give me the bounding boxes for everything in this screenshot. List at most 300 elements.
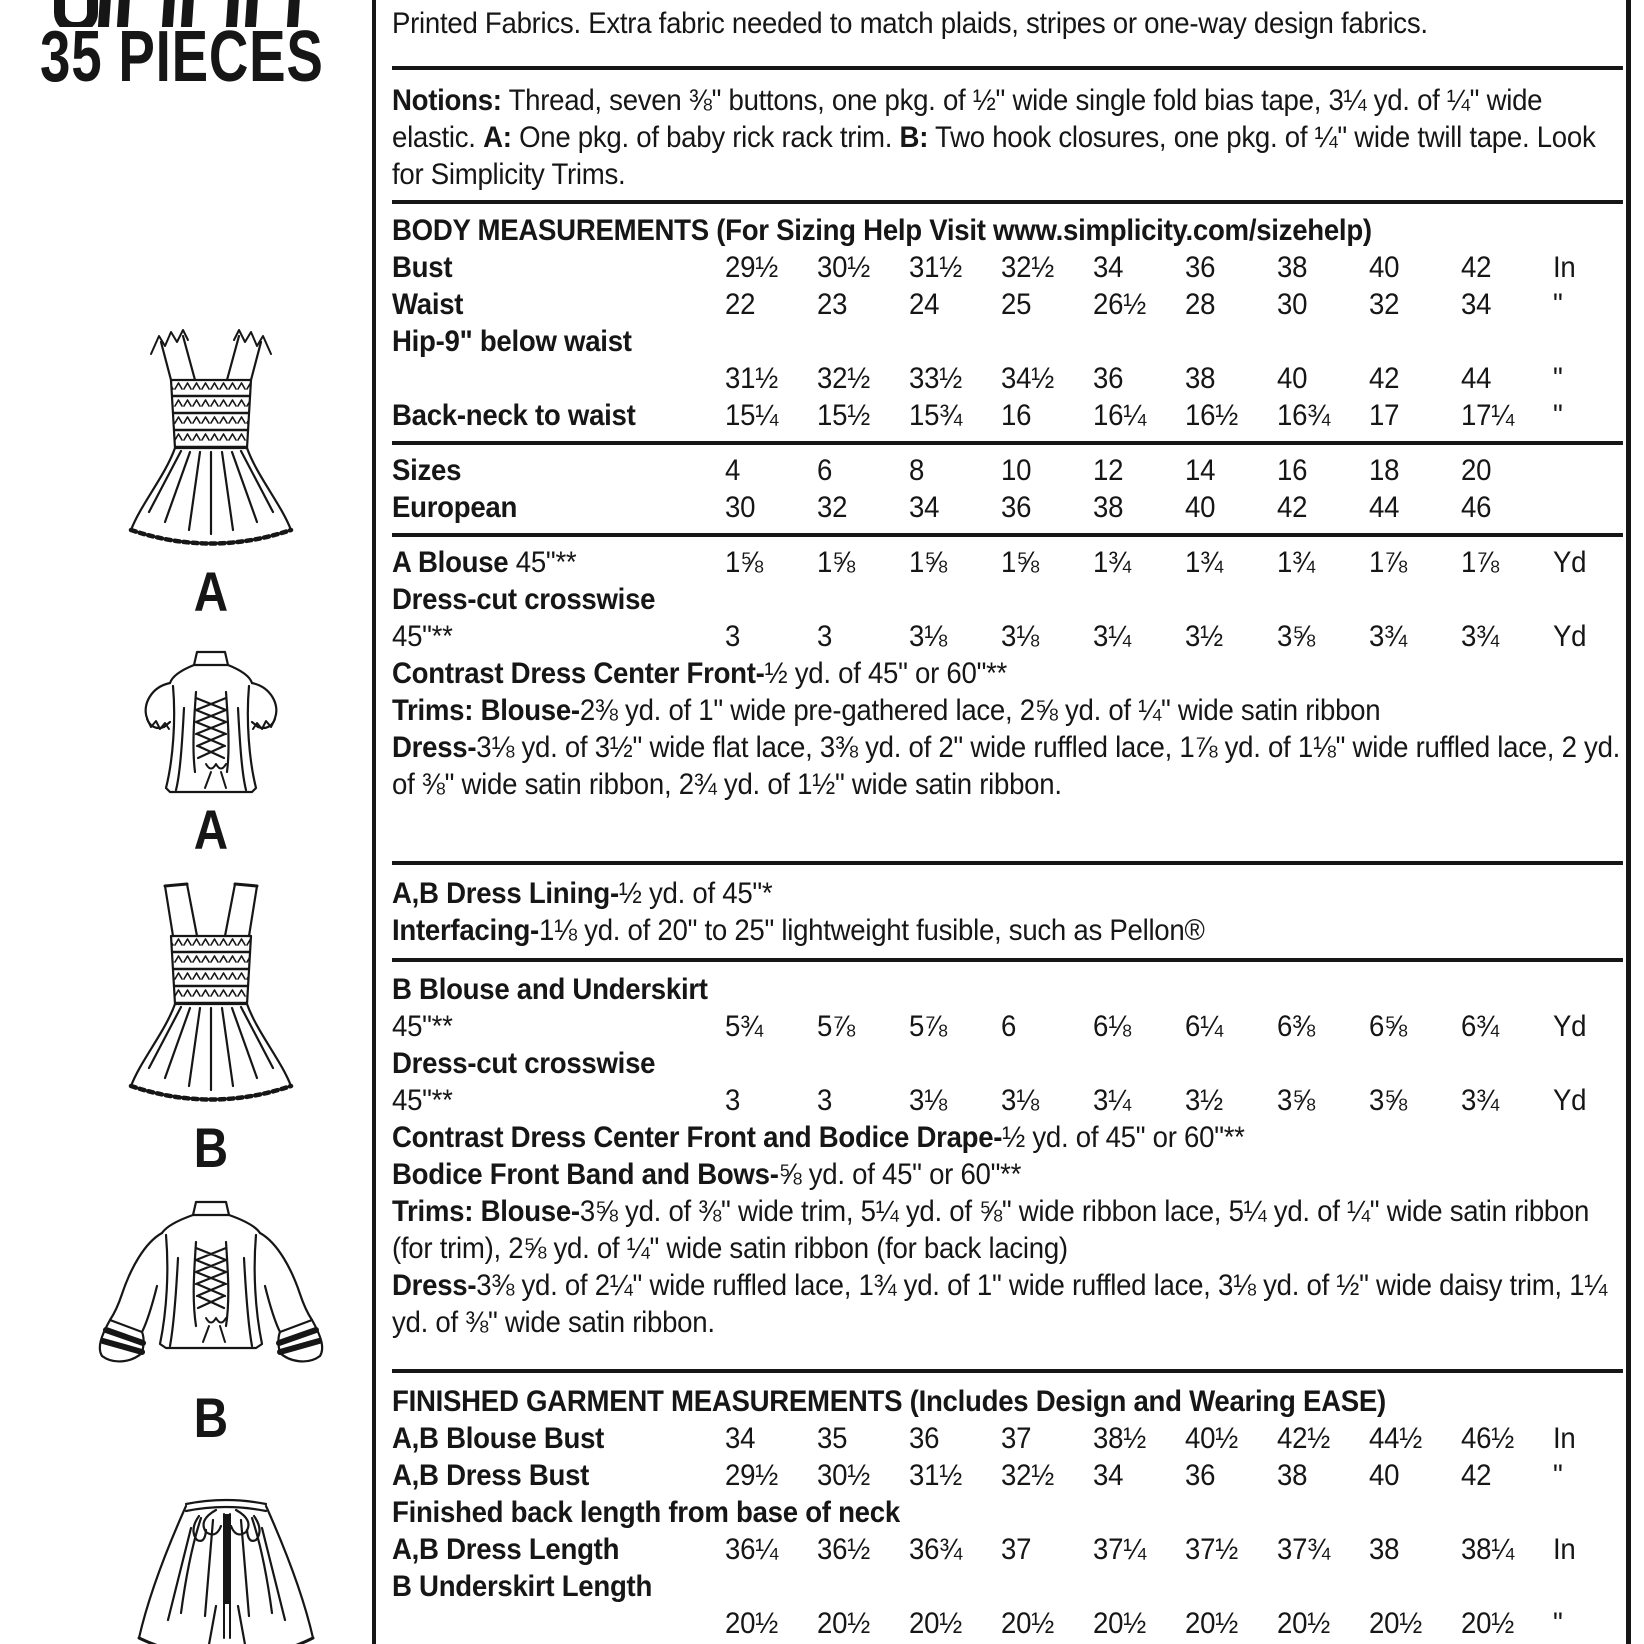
cell-value: 29½ [725,1459,778,1492]
note-line [392,655,1623,692]
cell-value: 6⅛ [1093,1010,1131,1043]
text-segment: 1⅛ yd. of 20" to 25" lightweight fusible, such as Pellon® [538,914,1205,947]
cell-value: 40 [1185,491,1216,524]
cell-value: 3 [725,620,741,653]
cell-value [1277,581,1369,618]
cell-value: 3¾ [1369,620,1407,653]
table-row [392,397,1623,434]
table-row [392,1420,1623,1457]
row-label [392,618,725,655]
cell-value: 23 [817,288,848,321]
cell-value: 3⅛ [1001,620,1039,653]
cell-value [1001,1045,1093,1082]
row-label: B Blouse and Underskirt [392,973,708,1006]
body-measurements-title: BODY MEASUREMENTS (For Sizing Help Visit www.simplicity.com/sizehelp) [392,214,1372,247]
row-label-detail: 45"** [392,1010,453,1043]
cell-value: 16¼ [1093,399,1146,432]
cell-value: 1¾ [1185,546,1223,579]
cell-value: 38½ [1093,1422,1146,1455]
row-label: A Blouse 45"** [392,546,577,579]
blouse-b-illustration [86,1198,336,1449]
table-row [392,489,1623,526]
section-rule [392,441,1623,445]
cell-value: 3⅝ [1369,1084,1407,1117]
cell-value: 3 [817,620,833,653]
row-label: Bust [392,251,453,284]
cell-value: 40 [1369,1459,1400,1492]
cell-value: 3½ [1185,620,1223,653]
row-label: European [392,491,518,524]
cell-value: 42 [1461,1459,1492,1492]
cell-unit: Yd [1553,1010,1587,1043]
section-rule [392,533,1623,537]
notions-paragraph [392,82,1623,193]
section-rule [392,958,1623,962]
text-segment: Dress- [392,1269,477,1302]
cell-value: 14 [1185,454,1216,487]
cell-value: 4 [725,454,741,487]
cell-value: 37½ [1185,1533,1238,1566]
cell-value: 1⅞ [1369,546,1407,579]
cell-value: 30 [725,491,756,524]
cell-value: 34 [1461,288,1492,321]
cell-value: 6 [1001,1010,1017,1043]
cell-value: 10 [1001,454,1032,487]
note-line [392,1156,1623,1193]
cell-value [1369,323,1461,360]
text-segment: 3⅛ yd. of 3½" wide flat lace, 3⅜ yd. of 2" wide ruffled lace, 1⅞ yd. of 1⅛" wide ruffled lace, 2 yd. of ⅜" wide satin ribbon, 2¾ yd. of 1½" wide satin ribbon. [392,731,1621,801]
cell-value: 1⅝ [817,546,855,579]
cell-value: 34½ [1001,362,1054,395]
cell-value [909,1045,1001,1082]
cell-unit [1553,1568,1623,1605]
row-label [392,1082,725,1119]
cell-value: 3⅝ [1277,1084,1315,1117]
cell-value: 30 [1277,288,1308,321]
cell-value: 3⅛ [909,620,947,653]
cell-value: 38¼ [1461,1533,1514,1566]
row-label [392,1605,725,1642]
cell-value: 42½ [1277,1422,1330,1455]
cell-value [1461,323,1553,360]
blank-gap [392,803,1623,861]
cell-value: 37 [1001,1533,1032,1566]
table-row [392,1008,1623,1045]
view-b-notes [392,1119,1623,1341]
view-a-yardage-table [392,544,1623,655]
cell-value: 36 [909,1422,940,1455]
cell-unit [1553,1045,1623,1082]
text-segment: ½ yd. of 45"* [618,877,773,910]
cell-unit [1553,1494,1623,1531]
cell-unit [1553,581,1623,618]
note-line [392,875,1623,912]
table-row [392,323,1623,360]
column-divider [372,0,376,1644]
cell-value: 1⅞ [1461,546,1499,579]
cell-value [817,1568,909,1605]
cell-value [1461,1494,1553,1531]
cell-value: 24 [909,288,940,321]
dress-front-drawing [101,324,321,562]
cell-value: 18 [1369,454,1400,487]
row-label: Finished back length from base of neck [392,1496,900,1529]
blouse-a-illustration [106,648,316,861]
cell-value [1369,971,1461,1008]
text-segment: ½ yd. of 45" or 60"** [764,657,1008,690]
cell-value: 20½ [1001,1607,1054,1640]
cell-value: 20½ [1461,1607,1514,1640]
row-label: Dress-cut crosswise [392,583,656,616]
cell-value [1369,1568,1461,1605]
cell-value: 5⅞ [817,1010,855,1043]
cell-value [1185,1568,1277,1605]
dress-front-drawing [101,880,321,1118]
cell-value [1185,1494,1277,1531]
note-line [392,912,1623,949]
section-rule [392,861,1623,865]
sizes-table [392,452,1623,526]
cell-value: 40 [1369,251,1400,284]
left-panel [0,0,372,1644]
table-row [392,1045,1623,1082]
row-label-detail: 45"** [392,1084,453,1117]
cell-value: 1⅝ [909,546,947,579]
cell-value [725,1568,817,1605]
cell-value: 5⅞ [909,1010,947,1043]
text-segment: Bodice Front Band and Bows- [392,1158,779,1191]
cell-value: 40 [1277,362,1308,395]
fabric-note: Printed Fabrics. Extra fabric needed to match plaids, stripes or one-way design fabrics. [392,7,1428,40]
row-label [392,360,725,397]
cell-value [1277,1494,1369,1531]
cell-value [909,1568,1001,1605]
cell-unit: In [1553,1533,1576,1566]
view-label: B [193,1386,229,1449]
blouse-back-drawing [116,648,306,800]
cell-value: 22 [725,288,756,321]
cell-unit: Yd [1553,546,1587,579]
text-segment: One pkg. of baby rick rack trim. [511,121,900,154]
note-line [392,692,1623,729]
cell-value [1461,581,1553,618]
cell-value [1093,1568,1185,1605]
cell-value: 3¼ [1093,620,1131,653]
cell-value [1093,971,1185,1008]
cell-value: 36 [1185,251,1216,284]
cell-value [817,971,909,1008]
note-line [392,729,1623,803]
cell-value [1093,1494,1185,1531]
blouse-back-drawing [91,1198,331,1388]
cell-value [909,581,1001,618]
row-label: Dress-cut crosswise [392,1047,656,1080]
cell-unit [1553,971,1623,1008]
cell-value: 20½ [817,1607,870,1640]
cell-value [1001,323,1093,360]
cell-value: 6¾ [1461,1010,1499,1043]
cell-value: 34 [725,1422,756,1455]
underskirt-drawing [121,1488,331,1644]
cell-value [909,1494,1001,1531]
cell-value [1369,581,1461,618]
cell-value: 33½ [909,362,962,395]
cell-unit: " [1553,1459,1563,1492]
cell-unit [1553,323,1623,360]
underskirt-b-illustration [116,1488,336,1644]
text-segment: B: [899,121,929,154]
cell-value: 20½ [1093,1607,1146,1640]
table-row [392,249,1623,286]
cell-value: 42 [1461,251,1492,284]
row-label: A,B Blouse Bust [392,1422,605,1455]
cell-value: 30½ [817,251,870,284]
cell-value [909,971,1001,1008]
cell-value: 6⅜ [1277,1010,1315,1043]
cell-unit: In [1553,251,1576,284]
cell-value: 36 [1093,362,1124,395]
cell-value: 36½ [817,1533,870,1566]
cell-value: 34 [909,491,940,524]
cell-unit: Yd [1553,1084,1587,1117]
finished-measurements-table [392,1420,1623,1642]
cell-value: 8 [909,454,925,487]
cell-value [725,971,817,1008]
cell-value: 16 [1277,454,1308,487]
table-row [392,1568,1623,1605]
cell-value: 44½ [1369,1422,1422,1455]
row-label: Sizes [392,454,462,487]
cell-value: 34 [1093,251,1124,284]
cell-value [725,1045,817,1082]
row-label [392,1008,725,1045]
table-row [392,971,1623,1008]
cell-value: 17¼ [1461,399,1514,432]
table-row [392,360,1623,397]
note-line [392,1193,1623,1267]
cell-value: 46½ [1461,1422,1514,1455]
cell-value [1185,323,1277,360]
cell-value: 1⅝ [1001,546,1039,579]
cell-value [1369,1494,1461,1531]
table-row [392,581,1623,618]
row-label: B Underskirt Length [392,1570,653,1603]
row-label-detail: 45"** [392,620,453,653]
cell-value: 20½ [1277,1607,1330,1640]
cell-value: 40½ [1185,1422,1238,1455]
cell-value: 5¾ [725,1010,763,1043]
table-row [392,1082,1623,1119]
cell-value [1277,323,1369,360]
cell-value: 20½ [1185,1607,1238,1640]
cell-value: 3 [725,1084,741,1117]
cell-value [1461,971,1553,1008]
cell-value [1001,581,1093,618]
cell-value: 44 [1369,491,1400,524]
text-segment: Thread, seven ⅜" buttons, one pkg. of ½" wide single fold bias tape, 3¼ yd. of ¼" wide elastic. [392,84,1543,154]
cell-value: 15¾ [909,399,962,432]
cell-value: 37¼ [1093,1533,1146,1566]
cell-value: 20 [1461,454,1492,487]
cell-value [1001,1494,1093,1531]
dress-b-illustration [96,880,326,1179]
cell-value: 29½ [725,251,778,284]
cell-value: 15¼ [725,399,778,432]
cell-value [817,1494,909,1531]
cell-value [1277,971,1369,1008]
row-label: Hip-9" below waist [392,325,632,358]
text-segment: Trims: Blouse- [392,1195,580,1228]
text-segment: 2⅜ yd. of 1" wide pre-gathered lace, 2⅝ yd. of ¼" wide satin ribbon [579,694,1381,727]
cell-value: 37¾ [1277,1533,1330,1566]
table-row [392,1494,1623,1531]
cell-value: 38 [1093,491,1124,524]
cell-value: 38 [1185,362,1216,395]
text-segment: ⅝ yd. of 45" or 60"** [778,1158,1022,1191]
text-segment: Two hook closures, one pkg. of ¼" wide twill tape. Look for Simplicity Trims. [392,121,1596,191]
row-label: Back-neck to waist [392,399,636,432]
table-row [392,1457,1623,1494]
cell-value [1461,1568,1553,1605]
cell-value: 6 [817,454,833,487]
section-rule [392,200,1623,204]
cell-value [725,1494,817,1531]
cell-value: 36¼ [725,1533,778,1566]
cell-value [1185,971,1277,1008]
table-row [392,286,1623,323]
cell-value: 3½ [1185,1084,1223,1117]
cell-value: 1¾ [1093,546,1131,579]
cell-value [1369,1045,1461,1082]
cell-unit: " [1553,362,1563,395]
cell-value [1185,581,1277,618]
cell-value: 3¾ [1461,1084,1499,1117]
cell-unit: In [1553,1422,1576,1455]
cell-value [817,581,909,618]
cell-value: 25 [1001,288,1032,321]
cell-value [1277,1568,1369,1605]
cell-value [817,323,909,360]
blank-gap [392,1341,1623,1369]
cell-value [725,581,817,618]
table-row [392,618,1623,655]
cell-value: 36 [1185,1459,1216,1492]
cell-value: 16½ [1185,399,1238,432]
cell-value [1277,1045,1369,1082]
cell-value: 15½ [817,399,870,432]
cell-value: 37 [1001,1422,1032,1455]
cell-value: 38 [1277,1459,1308,1492]
cell-value: 34 [1093,1459,1124,1492]
info-panel [392,0,1623,1642]
cell-value: 3 [817,1084,833,1117]
cell-unit: Yd [1553,620,1587,653]
cell-value: 44 [1461,362,1492,395]
cell-value: 46 [1461,491,1492,524]
cell-value [1001,1568,1093,1605]
cell-value: 35 [817,1422,848,1455]
cell-value: 1¾ [1277,546,1315,579]
cell-value: 31½ [909,251,962,284]
cell-value: 1⅝ [725,546,763,579]
cell-value: 6⅝ [1369,1010,1407,1043]
cell-value: 3⅝ [1277,620,1315,653]
view-a-notes [392,655,1623,803]
cell-value: 16¾ [1277,399,1330,432]
cell-value: 3⅛ [1001,1084,1039,1117]
cell-value: 3¼ [1093,1084,1131,1117]
view-label: B [193,1116,229,1179]
cell-unit: " [1553,288,1563,321]
cell-value: 20½ [725,1607,778,1640]
cell-value: 26½ [1093,288,1146,321]
cell-value: 6¼ [1185,1010,1223,1043]
cell-value: 32 [817,491,848,524]
text-segment: Contrast Dress Center Front- [392,657,765,690]
cell-value: 38 [1369,1533,1400,1566]
text-segment: Contrast Dress Center Front and Bodice Drape- [392,1121,1003,1154]
cell-value: 17 [1369,399,1400,432]
finished-measurements-title: FINISHED GARMENT MEASUREMENTS (Includes Design and Wearing EASE) [392,1385,1386,1418]
cell-value: 30½ [817,1459,870,1492]
note-line [392,1267,1623,1341]
cell-value: 20½ [1369,1607,1422,1640]
text-segment: Dress- [392,731,477,764]
dress-a-illustration [96,324,326,623]
row-label: A,B Dress Length [392,1533,620,1566]
cell-value: 32½ [1001,1459,1054,1492]
table-row [392,1531,1623,1568]
view-label: A [193,560,229,623]
cell-value [725,323,817,360]
cell-unit [1553,489,1623,526]
text-segment: Interfacing- [392,914,539,947]
cell-value: 12 [1093,454,1124,487]
row-label-detail: 45"** [515,546,577,579]
row-label: A,B Dress Bust [392,1459,590,1492]
cell-value: 31½ [725,362,778,395]
cell-value [1185,1045,1277,1082]
section-rule [392,66,1623,70]
lining-notes [392,875,1623,949]
cell-unit: " [1553,399,1563,432]
cell-value: 36¾ [909,1533,962,1566]
cell-value: 36 [1001,491,1032,524]
text-segment: A: [483,121,512,154]
cell-value: 32½ [817,362,870,395]
text-segment: Notions: [392,84,502,117]
text-segment: ½ yd. of 45" or 60"** [1002,1121,1245,1154]
view-b-yardage-table [392,971,1623,1119]
cell-value [1093,323,1185,360]
text-segment: 3⅜ yd. of 2¼" wide ruffled lace, 1¾ yd. of 1" wide ruffled lace, 3⅛ yd. of ½" wide daisy trim, 1¼ yd. of ⅜" wide satin ribbon. [392,1269,1608,1339]
cell-value: 32½ [1001,251,1054,284]
cell-value [909,323,1001,360]
cell-value [1093,581,1185,618]
table-row [392,544,1623,581]
cell-unit: " [1553,1607,1563,1640]
cell-value: 28 [1185,288,1216,321]
cell-value: 42 [1369,362,1400,395]
cell-value [1093,1045,1185,1082]
cell-value: 32 [1369,288,1400,321]
cell-unit [1553,452,1623,489]
cell-value: 42 [1277,491,1308,524]
section-rule [392,1369,1623,1373]
cell-value [1461,1045,1553,1082]
cell-value: 3⅛ [909,1084,947,1117]
text-segment: A,B Dress Lining- [392,877,619,910]
